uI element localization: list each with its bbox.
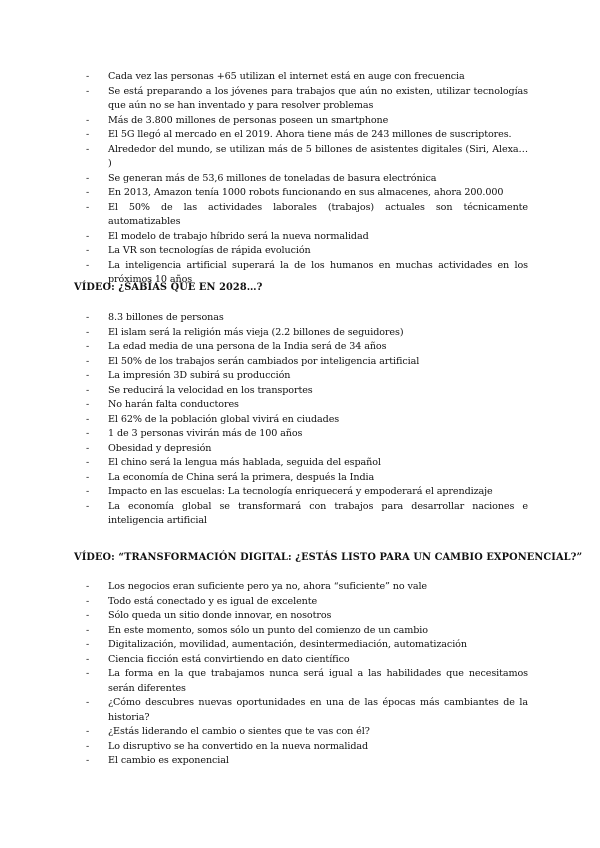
list-item: [86, 725, 528, 740]
bullet-dash: -: [86, 245, 90, 256]
list-item: [86, 398, 528, 413]
list-item: [86, 413, 528, 428]
section-heading-digital-transformation: VÍDEO: “TRANSFORMACIÓN DIGITAL: ¿ESTÁS LISTO PARA UN CAMBIO EXPONENCIAL?”: [74, 552, 583, 563]
list-item: [86, 653, 528, 668]
bullet-dash: -: [86, 726, 90, 737]
bullet-dash: -: [86, 457, 90, 468]
bullet-dash: -: [86, 187, 90, 198]
list-item-text: El modelo de trabajo híbrido será la nueva normalidad: [108, 230, 369, 242]
bullet-dash: -: [86, 624, 90, 636]
list-item-text: Cada vez las personas +65 utilizan el internet está en auge con frecuencia: [108, 71, 465, 82]
list-item-text: La economía global se transformará con trabajos para desarrollar naciones e inteligencia artificial: [108, 500, 528, 526]
list-item: [86, 143, 528, 172]
list-item: [86, 500, 528, 529]
list-item-text: Se está preparando a los jóvenes para trabajos que aún no existen, utilizar tecnologías que aún no se han inventado y para resolver problemas: [108, 85, 528, 111]
bullet-dash: -: [86, 740, 90, 752]
bullet-dash: -: [86, 500, 90, 512]
list-item: [86, 311, 528, 326]
list-item: [86, 485, 528, 500]
list-item-text: El chino será la lengua más hablada, seguida del español: [108, 457, 381, 468]
list-item: [86, 442, 528, 457]
list-item-text: El islam será la religión más vieja (2.2 billones de seguidores): [108, 326, 404, 338]
bullet-dash: -: [86, 697, 90, 708]
list-item-text: No harán falta conductores: [108, 399, 239, 410]
list-item: [86, 456, 528, 471]
list-item: [86, 114, 528, 129]
list-item-text: Lo disruptivo se ha convertido en la nueva normalidad: [108, 740, 369, 752]
bullet-dash: -: [86, 639, 90, 650]
list-item-text: La inteligencia artificial superará la de los humanos en muchas actividades en los próximos 10 años: [108, 259, 528, 285]
list-item: [86, 70, 528, 85]
bullet-dash: -: [86, 581, 90, 592]
list-item-text: En 2013, Amazon tenía 1000 robots funcionando en sus almacenes, ahora 200.000: [108, 187, 504, 198]
list-item-text: 1 de 3 personas vivirán más de 100 años: [108, 428, 303, 439]
bullet-dash: -: [86, 259, 90, 271]
bullet-dash: -: [86, 755, 90, 766]
list-item: [86, 369, 528, 384]
list-item-text: La economía de China será la primera, después la India: [108, 471, 375, 483]
list-item-text: Se generan más de 53,6 millones de toneladas de basura electrónica: [108, 172, 437, 184]
bullet-dash: -: [86, 201, 90, 213]
predictions-2028-list: [86, 311, 528, 529]
list-item-text: Todo está conectado y es igual de excelente: [108, 595, 318, 607]
bullet-dash: -: [86, 428, 90, 439]
list-item: [86, 754, 528, 769]
list-item: [86, 230, 528, 245]
bullet-dash: -: [86, 486, 90, 497]
list-item: [86, 326, 528, 341]
bullet-dash: -: [86, 312, 90, 323]
list-item: [86, 128, 528, 143]
bullet-dash: -: [86, 471, 90, 483]
list-item-text: El cambio es exponencial: [108, 755, 229, 766]
bullet-dash: -: [86, 384, 90, 396]
list-item-text: El 50% de las actividades laborales (trabajos) actuales son técnicamente automatizables: [108, 201, 528, 227]
list-item-text: Digitalización, movilidad, aumentación, desintermediación, automatización: [108, 639, 467, 650]
list-item: [86, 696, 528, 725]
list-item: [86, 595, 528, 610]
bullet-dash: -: [86, 442, 90, 454]
list-item-text: Más de 3.800 millones de personas poseen un smartphone: [108, 114, 389, 126]
list-item-text: La forma en la que trabajamos nunca será igual a las habilidades que necesitamos serán diferentes: [108, 668, 528, 694]
bullet-dash: -: [86, 653, 90, 665]
bullet-dash: -: [86, 230, 90, 242]
list-item: [86, 355, 528, 370]
bullet-dash: -: [86, 668, 90, 679]
bullet-dash: -: [86, 370, 90, 381]
bullet-dash: -: [86, 85, 90, 97]
list-item: [86, 471, 528, 486]
section-heading-2028: VÍDEO: ¿SABÍAS QUE EN 2028…?: [74, 282, 263, 293]
bullet-dash: -: [86, 341, 90, 352]
bullet-dash: -: [86, 326, 90, 338]
list-item-text: Sólo queda un sitio donde innovar, en nosotros: [108, 610, 332, 621]
facts-list: [86, 70, 528, 288]
list-item: [86, 580, 528, 595]
list-item: [86, 740, 528, 755]
list-item: [86, 340, 528, 355]
bullet-dash: -: [86, 595, 90, 607]
bullet-dash: -: [86, 399, 90, 410]
list-item-text: ¿Estás liderando el cambio o sientes que te vas con él?: [108, 726, 370, 737]
list-item-text: La impresión 3D subirá su producción: [108, 370, 291, 381]
bullet-dash: -: [86, 413, 90, 425]
bullet-dash: -: [86, 143, 90, 155]
list-item-text: El 50% de los trabajos serán cambiados por inteligencia artificial: [108, 355, 420, 367]
list-item: [86, 427, 528, 442]
list-item-text: La edad media de una persona de la India será de 34 años: [108, 341, 387, 352]
list-item-text: Ciencia ficción está convirtiendo en dato científico: [108, 653, 350, 665]
list-item: [86, 609, 528, 624]
list-item: [86, 244, 528, 259]
list-item-text: La VR son tecnologías de rápida evolución: [108, 245, 311, 256]
list-item-text: El 5G llegó al mercado en el 2019. Ahora tiene más de 243 millones de suscriptores.: [108, 129, 512, 140]
list-item-text: 8.3 billones de personas: [108, 312, 224, 323]
list-item-text: Impacto en las escuelas: La tecnología enriquecerá y empoderará el aprendizaje: [108, 486, 493, 497]
list-item: [86, 624, 528, 639]
list-item-text: Obesidad y depresión: [108, 442, 212, 454]
bullet-dash: -: [86, 172, 90, 184]
list-item-text: En este momento, somos sólo un punto del comienzo de un cambio: [108, 624, 428, 636]
list-item-text: Alrededor del mundo, se utilizan más de 5 billones de asistentes digitales (Siri, Alexa… ): [108, 143, 528, 169]
bullet-dash: -: [86, 114, 90, 126]
bullet-dash: -: [86, 610, 90, 621]
bullet-dash: -: [86, 129, 90, 140]
list-item-text: ¿Cómo descubres nuevas oportunidades en una de las épocas más cambiantes de la historia?: [108, 697, 528, 723]
list-item: [86, 186, 528, 201]
bullet-dash: -: [86, 71, 90, 82]
list-item-text: Se reducirá la velocidad en los transportes: [108, 384, 313, 396]
list-item: [86, 85, 528, 114]
list-item-text: El 62% de la población global vivirá en ciudades: [108, 413, 340, 425]
list-item: [86, 638, 528, 653]
list-item: [86, 384, 528, 399]
list-item: [86, 667, 528, 696]
bullet-dash: -: [86, 355, 90, 367]
digital-transformation-list: [86, 580, 528, 769]
list-item: [86, 172, 528, 187]
list-item-text: Los negocios eran suficiente pero ya no, ahora “suficiente” no vale: [108, 581, 428, 592]
list-item: [86, 201, 528, 230]
